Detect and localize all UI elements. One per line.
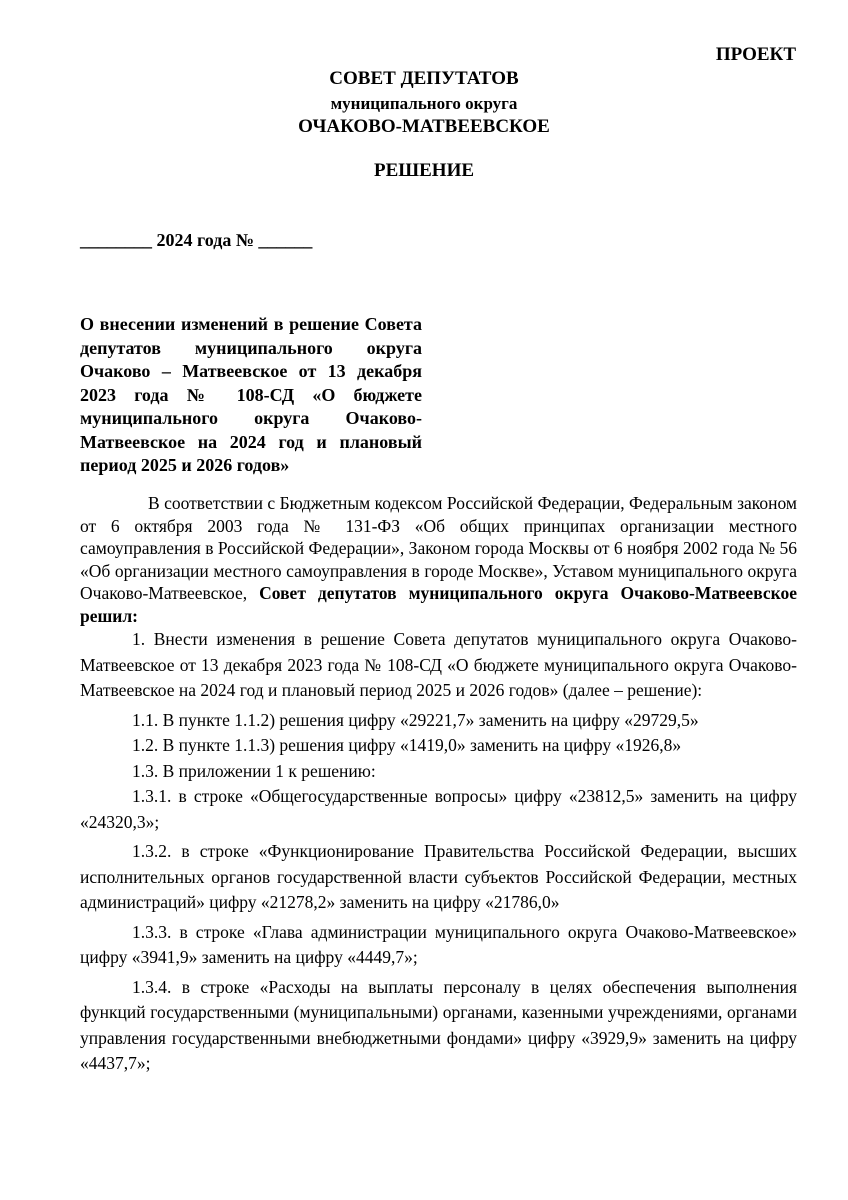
decision-subject: О внесении изменений в решение Совета депутатов муниципального округа Очаково – Матвеевское от 13 декабря 2023 года № 108-СД «О бюджете муниципального округа Очаково-Матвеевское на 2024 год и плановый период 2025 и 2026 годов» <box>80 314 422 475</box>
item-1-3-2: 1.3.2. в строке «Функционирование Правительства Российской Федерации, высших исполнительных органов государственной власти субъектов Российской Федерации, местных администраций» цифру «21278,2» заменить на цифру «21786,0» <box>80 841 797 912</box>
item-1: 1. Внести изменения в решение Совета депутатов муниципального округа Очаково-Матвеевское от 13 декабря 2023 года № 108-СД «О бюджете муниципального округа Очаково-Матвеевское на 2024 год и плановый период 2025 и 2026 годов» (далее – решение): <box>80 629 797 700</box>
date-number-line: ________ 2024 года № ______ <box>80 230 313 250</box>
preamble-paragraph <box>80 492 797 627</box>
item-1-3-3: 1.3.3. в строке «Глава администрации муниципального округа Очаково-Матвеевское» цифру «3941,9» заменить на цифру «4449,7»; <box>80 921 797 967</box>
item-1-1: 1.1. В пункте 1.1.2) решения цифру «29221,7» заменить на цифру «29729,5» <box>132 709 699 730</box>
document-type: РЕШЕНИЕ <box>373 160 475 181</box>
decision-body <box>80 492 797 1077</box>
municipality-name: ОЧАКОВО-МАТВЕЕВСКОЕ <box>298 116 550 137</box>
item-1-3-4: 1.3.4. в строке «Расходы на выплаты персоналу в целях обеспечения выполнения функций государственными (муниципальными) органами, казенными учреждениями, органами управления государственными внебюджетными фондами» цифру «3929,9» заменить на цифру «4437,7»; <box>80 976 797 1073</box>
item-1-2: 1.2. В пункте 1.1.3) решения цифру «1419,0» заменить на цифру «1926,8» <box>132 735 682 755</box>
item-1-3-1: 1.3.1. в строке «Общегосударственные вопросы» цифру «23812,5» заменить на цифру «24320,3»; <box>80 786 797 832</box>
preamble-text: В соответствии с Бюджетным кодексом Российской Федерации, Федеральным законом от 6 октября 2003 года № 131-ФЗ «Об общих принципах организации местного самоуправления в Российской Федерации», Законом города Москвы от 6 ноября 2002 года № 56 «Об организации местного самоуправления в городе Москве», Уставом муниципального округа Очаково-Матвеевское, <box>80 493 797 603</box>
item-1-3: 1.3. В приложении 1 к решению: <box>132 760 376 781</box>
draft-stamp: ПРОЕКТ <box>715 44 796 65</box>
preamble-resolution: Совет депутатов муниципального округа Очаково-Матвеевское решил: <box>80 583 798 626</box>
organization-subtitle: муниципального округа <box>330 94 518 113</box>
organization-title: СОВЕТ ДЕПУТАТОВ <box>329 68 519 89</box>
